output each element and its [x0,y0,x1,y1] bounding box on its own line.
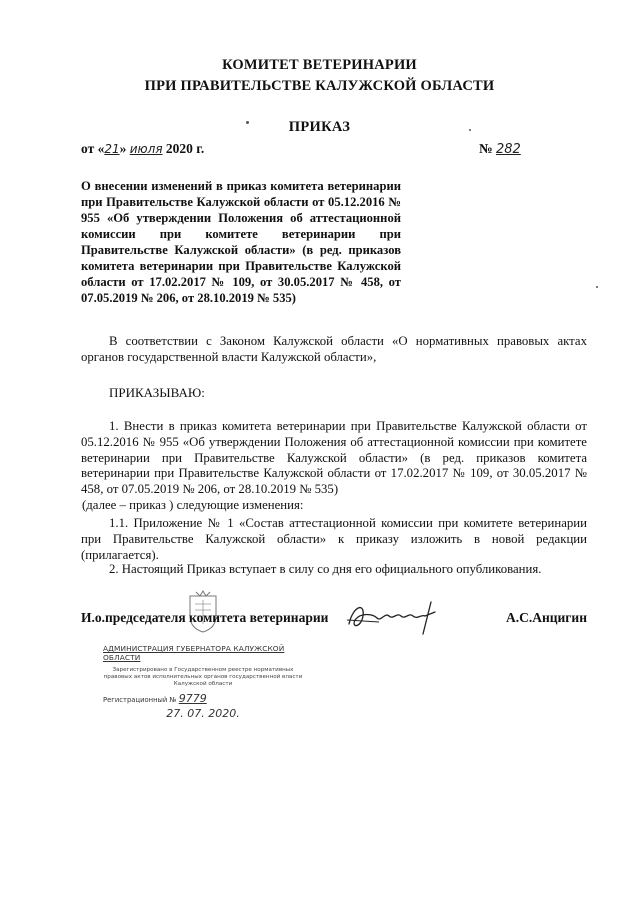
signatory-position: И.о.председателя комитета ветеринарии [81,610,329,625]
stamp-registration-text: Зарегистрировано в Государственном реестре нормативных правовых актов исполнительных органов государственной власти Калужской области [103,667,303,687]
header-government: ПРИ ПРАВИТЕЛЬСТВЕ КАЛУЖСКОЙ ОБЛАСТИ [144,78,495,94]
order-subject: О внесении изменений в приказ комитета ветеринарии при Правительстве Калужской области от 05.12.2016 № 955 «Об утверждении Положения об аттестационной комиссии при комитете ветеринарии при Правительстве Калужской области» (в ред. приказов комитета ветеринарии при Правительстве Калужской области от 17.02.2017 № 109, от 30.05.2017 № 458, от 07.05.2019 № 206, от 28.10.2019 № 535) [81,179,401,305]
preamble-paragraph: В соответствии с Законом Калужской области «О нормативных правовых актах органов государственной власти Калужской области», [81,334,587,364]
clause-1-1: 1.1. Приложение № 1 «Состав аттестационной комиссии при комитете ветеринарии при Правительстве Калужской области» к приказу изложить в новой редакции (прилагается). [81,516,587,562]
order-number: № 282 [479,141,521,157]
registration-stamp [103,644,303,734]
clause-1: 1. Внести в приказ комитета ветеринарии при Правительстве Калужской области от 05.12.2016 № 955 «Об утверждении Положения об аттестационной комиссии при комитете ветеринарии при Правительстве Калужской области» (в ред. приказов комитета ветеринарии при Правительстве Калужской области от 17.02.2017 № 109, от 30.05.2017 № 458, от 07.05.2019 № 206, от 28.10.2019 № 535) [81,419,587,497]
date-month: июля [129,142,163,156]
signatory-name: А.С.Анцигин [505,610,587,625]
scan-speck [596,286,598,288]
scan-speck [469,129,471,131]
order-number-value: 282 [495,142,521,157]
order-date: от «21» июля 2020 г. [81,141,205,156]
stamp-registration-date: 27. 07. 2020. [166,707,240,720]
clause-2: 2. Настоящий Приказ вступает в силу со дня его официального опубликования. [109,562,542,576]
scan-speck [246,121,249,124]
stamp-registration-number: Регистрационный № 9779 [103,692,207,705]
order-keyword: ПРИКАЗЫВАЮ: [109,385,205,400]
date-day: 21 [104,142,120,156]
stamp-organization: АДМИНИСТРАЦИЯ ГУБЕРНАТОРА КАЛУЖСКОЙ ОБЛАСТИ [103,644,285,662]
clause-1-continuation: (далее – приказ ) следующие изменения: [82,498,304,512]
doc-type-title: ПРИКАЗ [288,119,351,135]
header-committee: КОМИТЕТ ВЕТЕРИНАРИИ [222,57,417,73]
handwritten-signature [343,594,453,638]
